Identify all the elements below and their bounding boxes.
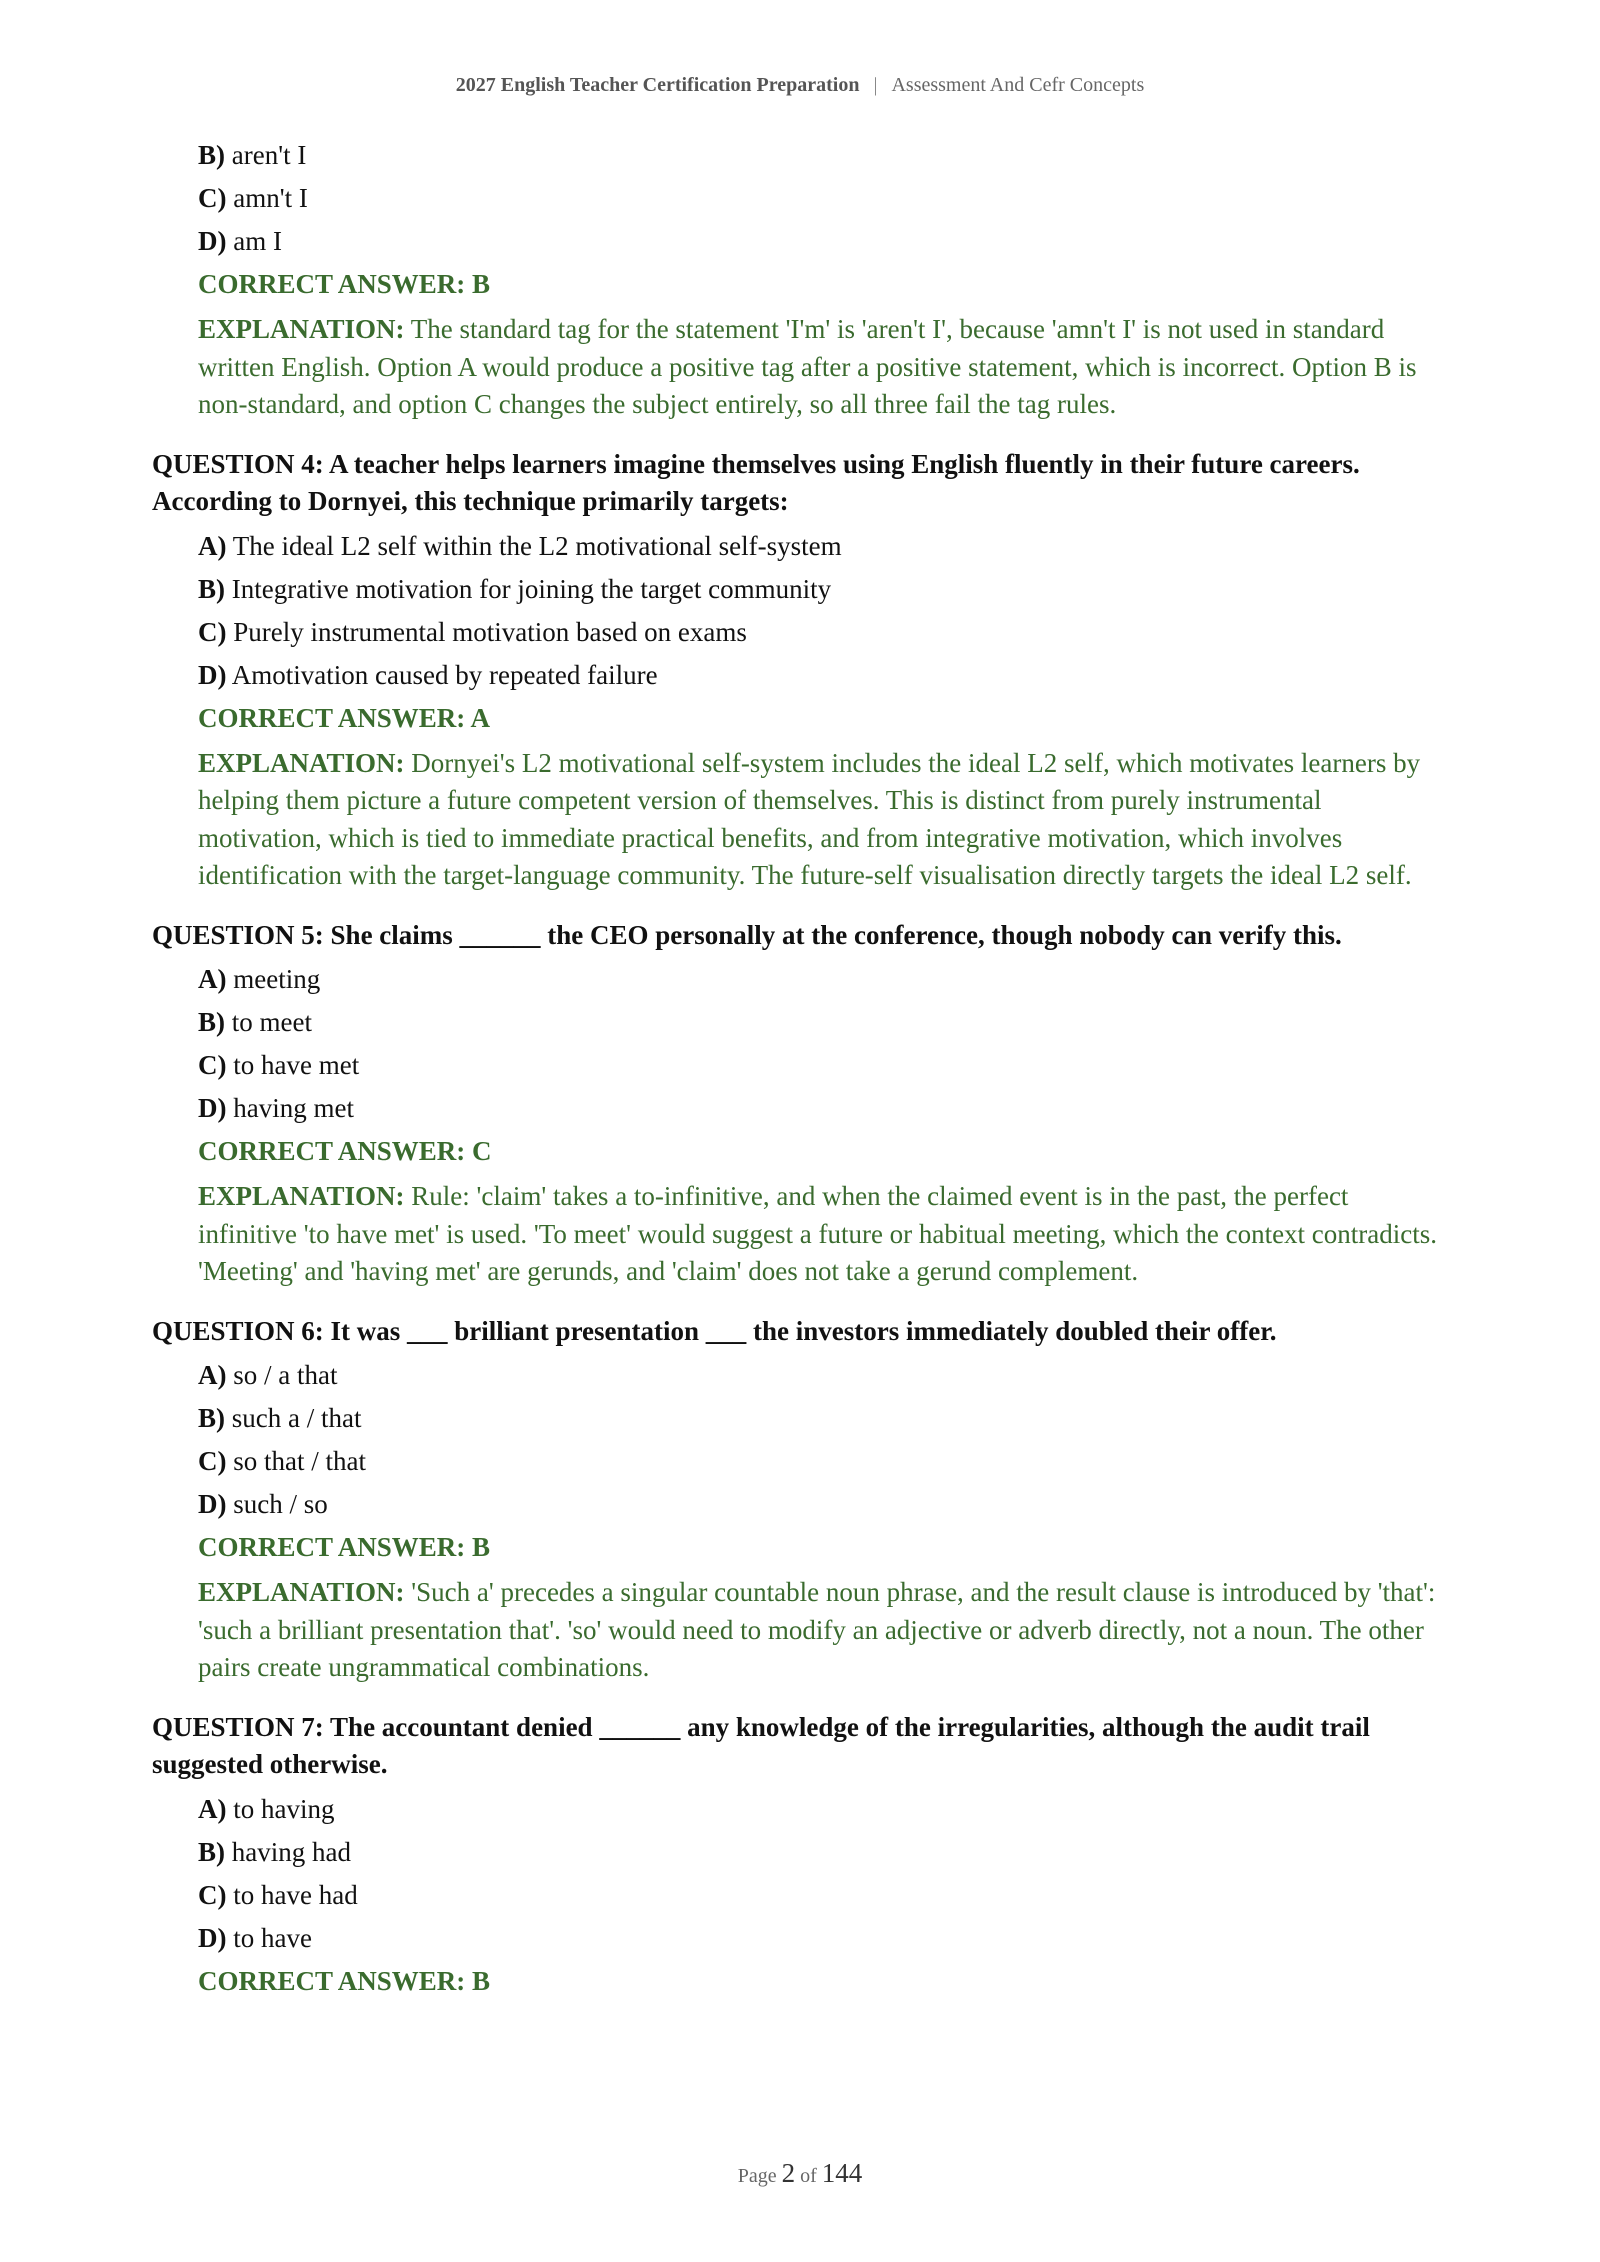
option-a: A) meeting: [198, 964, 321, 994]
question-text: QUESTION 7: The accountant denied ______ any knowledge of the irregularities, although the audit trail suggested otherwise.: [152, 1711, 1370, 1779]
option-b: B) to meet: [198, 1007, 312, 1037]
option-c: C) to have had: [198, 1879, 358, 1910]
option-b: B) Integrative motivation for joining the target community: [198, 573, 832, 604]
explanation: EXPLANATION: Dornyei's L2 motivational self-system includes the ideal L2 self, which motivates learners by helping them picture a future competent version of themselves. This is distinct from purely instrumental motivation, which is tied to immediate practical benefits, and from integrative motivation, which involves identification with the target-language community. The future-self visualisation directly targets the ideal L2 self.: [198, 747, 1421, 890]
correct-answer: CORRECT ANSWER: C: [198, 1136, 492, 1166]
option-b: B) aren't I: [198, 140, 307, 170]
option-a: A) so / a that: [198, 1360, 338, 1390]
question-text: QUESTION 6: It was ___ brilliant presentation ___ the investors immediately doubled their offer.: [152, 1315, 1277, 1346]
option-c: C) so that / that: [198, 1446, 366, 1476]
explanation: EXPLANATION: Rule: 'claim' takes a to-infinitive, and when the claimed event is in the past, the perfect infinitive 'to have met' is used. 'To meet' would suggest a future or habitual meeting, which the context contradicts. 'Meeting' and 'having met' are gerunds, and 'claim' does not take a gerund complement.: [198, 1181, 1438, 1286]
header-section: Assessment And Cefr Concepts: [891, 74, 1145, 96]
correct-answer: CORRECT ANSWER: B: [198, 1532, 491, 1562]
page-content: [152, 134, 1442, 2003]
option-b: B) having had: [198, 1836, 351, 1867]
page-label: Page: [737, 2165, 777, 2187]
question-block-5: [152, 917, 1442, 1291]
question-block-4: [152, 446, 1442, 895]
option-d: D) am I: [198, 226, 282, 256]
option-d: D) having met: [198, 1093, 354, 1123]
explanation: EXPLANATION: The standard tag for the statement 'I'm' is 'aren't I', because 'amn't I' is not used in standard written English. Option A would produce a positive tag after a positive statement, which is incorrect. Option B is non-standard, and option C changes the subject entirely, so all three fail the tag rules.: [198, 314, 1417, 419]
question-text: QUESTION 5: She claims ______ the CEO personally at the conference, though nobody can verify this.: [152, 919, 1342, 950]
option-a: A) The ideal L2 self within the L2 motivational self-system: [198, 530, 842, 561]
option-d: D) Amotivation caused by repeated failure: [198, 659, 658, 690]
total-pages: 144: [821, 2158, 863, 2188]
page-footer: [0, 2158, 1600, 2189]
option-c: C) to have met: [198, 1050, 360, 1080]
header-title: 2027 English Teacher Certification Preparation: [455, 74, 860, 96]
option-d: D) to have: [198, 1922, 312, 1953]
correct-answer: CORRECT ANSWER: A: [198, 702, 491, 733]
question-block-7: [152, 1709, 1442, 2003]
option-b: B) such a / that: [198, 1403, 362, 1433]
of-label: of: [800, 2165, 817, 2187]
question-text: QUESTION 4: A teacher helps learners imagine themselves using English fluently in their future careers. According to Dornyei, this technique primarily targets:: [152, 448, 1360, 516]
option-a: A) to having: [198, 1793, 335, 1824]
correct-answer: CORRECT ANSWER: B: [198, 269, 491, 299]
question-block-6: [152, 1313, 1442, 1687]
option-c: C) amn't I: [198, 183, 308, 213]
option-d: D) such / so: [198, 1489, 328, 1519]
header-separator: |: [873, 74, 878, 96]
question-block-continued: [152, 134, 1442, 424]
explanation: EXPLANATION: 'Such a' precedes a singular countable noun phrase, and the result clause is introduced by 'that': 'such a brilliant presentation that'. 'so' would need to modify an adjective or adverb directly, not a noun. The other pairs create ungrammatical combinations.: [198, 1577, 1436, 1682]
page-number: 2: [781, 2158, 796, 2188]
option-c: C) Purely instrumental motivation based on exams: [198, 616, 747, 647]
correct-answer: CORRECT ANSWER: B: [198, 1965, 491, 1996]
running-header: [0, 74, 1600, 97]
